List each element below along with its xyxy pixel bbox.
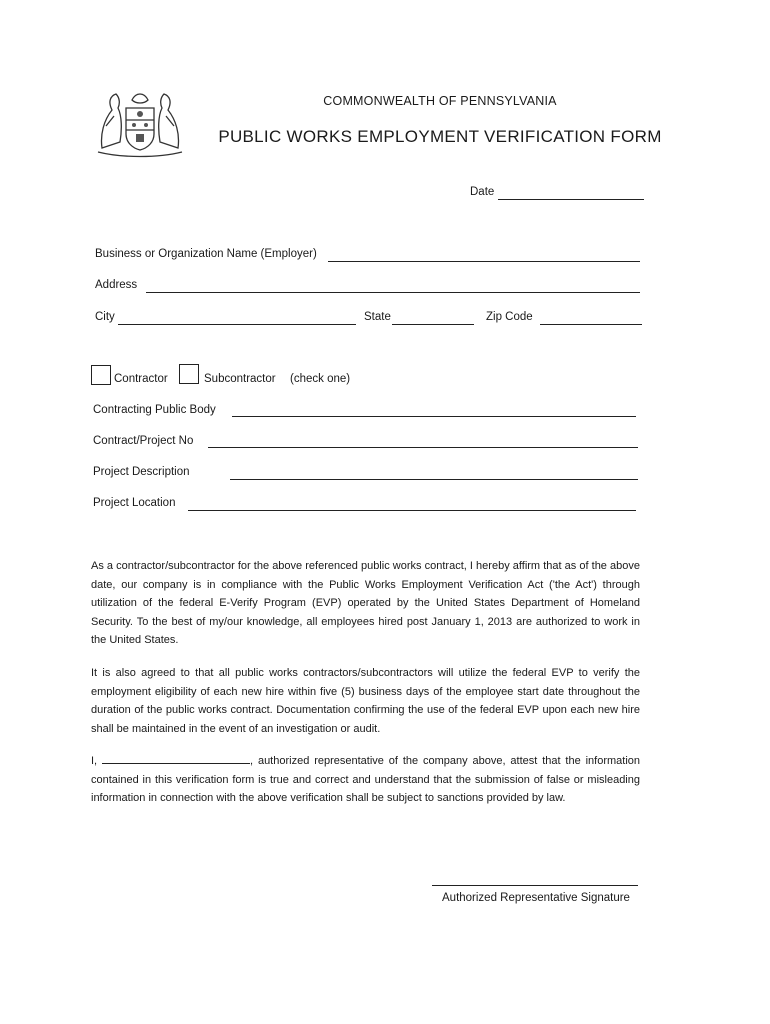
contract-no-label: Contract/Project No <box>93 435 194 447</box>
date-field[interactable] <box>498 199 644 200</box>
project-location-field[interactable] <box>188 510 636 511</box>
agency-name: COMMONWEALTH OF PENNSYLVANIA <box>323 94 557 108</box>
subcontractor-checkbox[interactable] <box>179 364 199 384</box>
evp-paragraph: It is also agreed to that all public works contractors/subcontractors will utilize the federal EVP to verify the employment eligibility of each new hire within five (5) business days of the employee start date throughout the duration of the public works contract. Documentation confirming the use of the federal EVP upon each new hire shall be maintained in the event of an investigation or audit. <box>91 667 640 735</box>
form-title: PUBLIC WORKS EMPLOYMENT VERIFICATION FORM <box>218 127 662 146</box>
contract-no-field[interactable] <box>208 447 638 448</box>
pennsylvania-seal-icon <box>92 86 188 158</box>
public-body-label: Contracting Public Body <box>93 404 216 416</box>
contractor-checkbox[interactable] <box>91 365 111 385</box>
attestation-lead: I, <box>91 755 98 767</box>
check-one-note: (check one) <box>290 373 351 385</box>
project-description-label: Project Description <box>93 466 190 478</box>
city-label: City <box>95 311 115 323</box>
subcontractor-label: Subcontractor <box>204 373 276 385</box>
attestation-paragraph <box>91 752 640 808</box>
address-field[interactable] <box>146 292 640 293</box>
project-location-label: Project Location <box>93 497 176 509</box>
address-label: Address <box>95 279 138 291</box>
contractor-label: Contractor <box>114 373 168 385</box>
state-label: State <box>364 311 391 323</box>
employer-field[interactable] <box>328 261 640 262</box>
signature-line[interactable] <box>432 885 638 886</box>
signature-label: Authorized Representative Signature <box>442 892 630 904</box>
zip-label: Zip Code <box>486 311 533 323</box>
public-body-field[interactable] <box>232 416 636 417</box>
state-field[interactable] <box>392 324 474 325</box>
city-field[interactable] <box>118 324 356 325</box>
representative-name-field[interactable] <box>102 753 250 764</box>
project-description-field[interactable] <box>230 479 638 480</box>
affirmation-paragraph: As a contractor/subcontractor for the above referenced public works contract, I hereby affirm that as of the above date, our company is in compliance with the Public Works Employment Verification Act ('the Act') through utilization of the federal E-Verify Program (EVP) operated by the United States Department of Homeland Security. To the best of my/our knowledge, all employees hired post January 1, 2013 are authorized to work in the United States. <box>91 560 640 646</box>
zip-field[interactable] <box>540 324 642 325</box>
employer-label: Business or Organization Name (Employer) <box>95 248 317 260</box>
date-label: Date <box>470 186 495 198</box>
attestation-text: , authorized representative of the company above, attest that the information contained in this verification form is true and correct and understand that the submission of false or misleading information in connection with the above verification shall be subject to sanctions provided by law. <box>91 755 641 804</box>
